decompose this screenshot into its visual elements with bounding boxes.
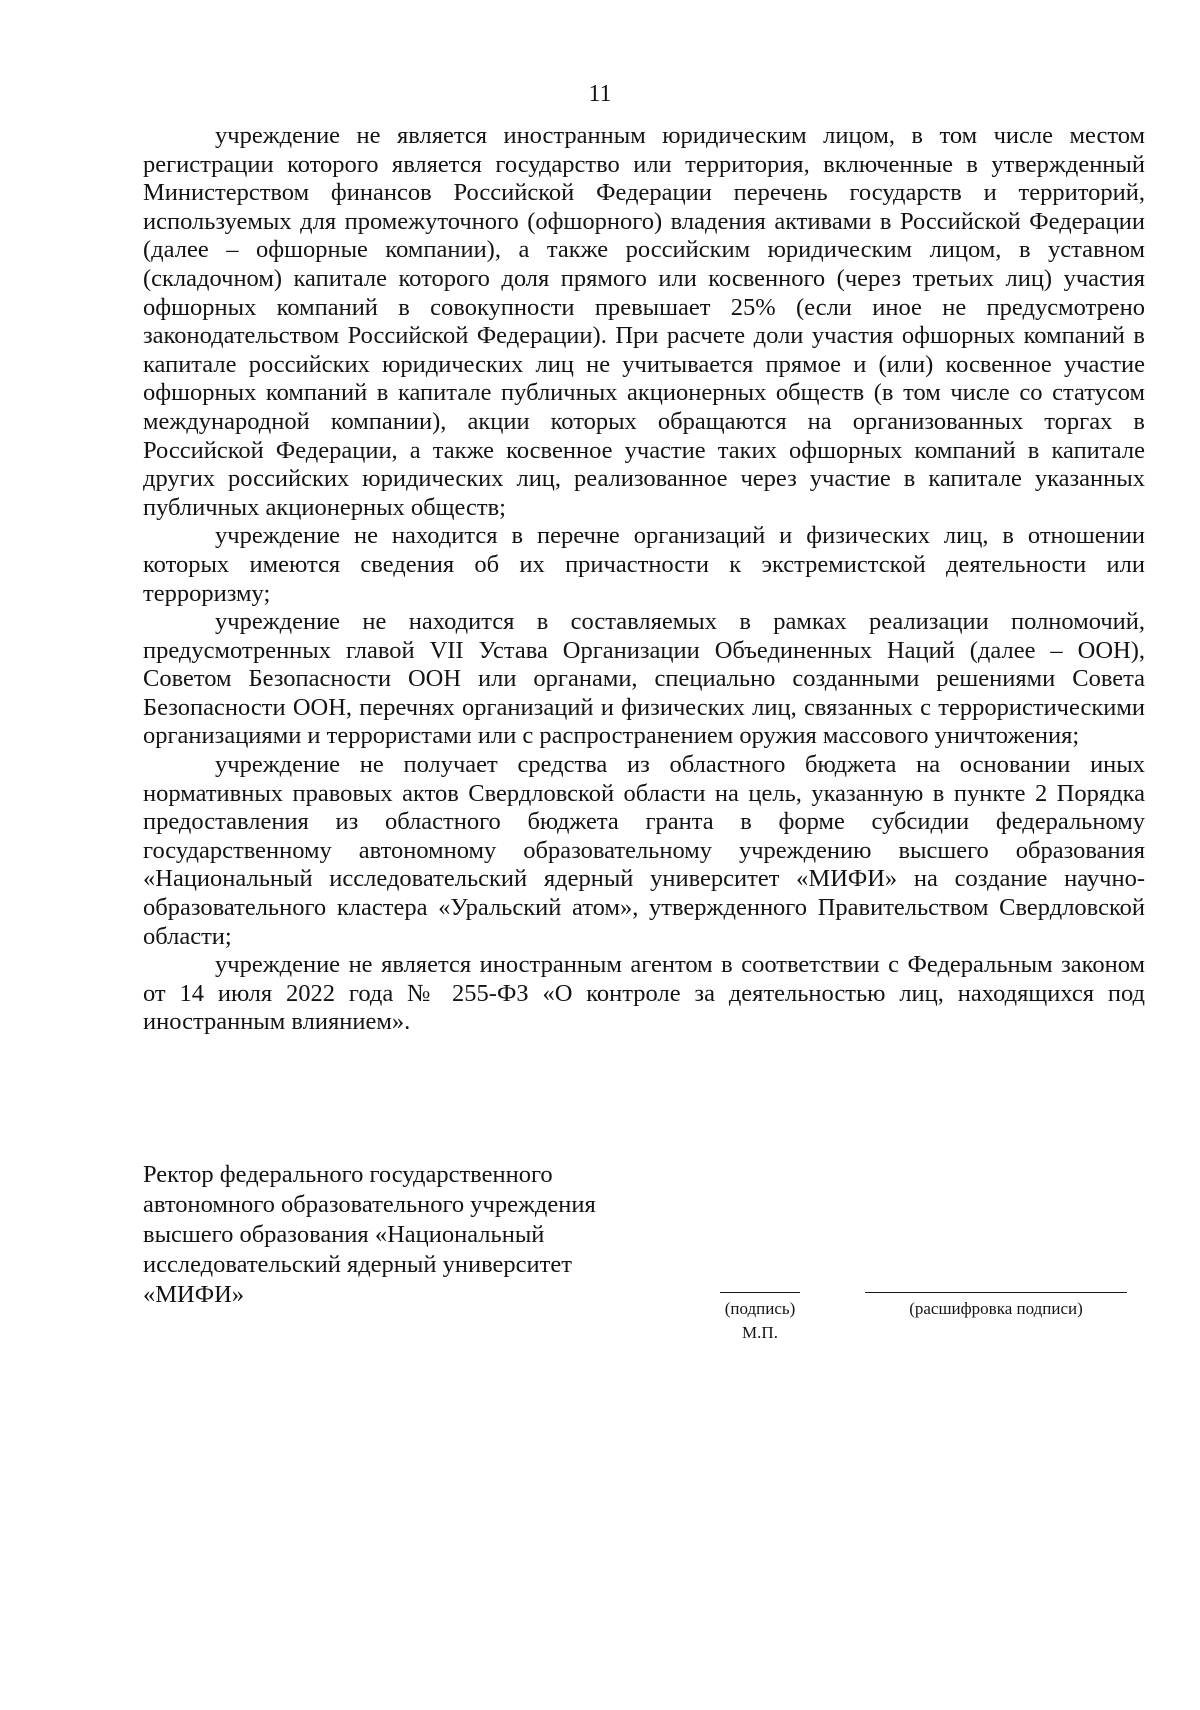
signature-caption: (подпись): [724, 1299, 796, 1318]
stamp-place-label: М.П.: [742, 1323, 778, 1342]
paragraph-budget-funds: учреждение не получает средства из областного бюджета на основании иных нормативных правовых актов Свердловской области на цель, указанную в пункте 2 Порядка предоставления из областного бюджета гранта в форме субсидии федеральному государственному автономному образовательному учреждению высшего образования «Национальный исследовательский ядерный университет «МИФИ» на создание научно-образовательного кластера «Уральский атом», утвержденного Правительством Свердловской области;: [143, 751, 1145, 950]
signature-decode-field: [862, 1292, 1130, 1319]
signatory-title-line: исследовательский ядерный университет: [143, 1251, 572, 1278]
paragraph-offshore-status: учреждение не является иностранным юридическим лицом, в том числе местом регистрации которого является государство или территория, включенные в утвержденный Министерством финансов Российской Федерации перечень государств и территорий, используемых для промежуточного (офшорного) владения активами в Российской Федерации (далее – офшорные компании), а также российским юридическим лицом, в уставном (складочном) капитале которого доля прямого или косвенного (через третьих лиц) участия офшорных компаний в совокупности превышает 25% (если иное не предусмотрено законодательством Российской Федерации). При расчете доли участия офшорных компаний в капитале российских юридических лиц не учитывается прямое и (или) косвенное участие офшорных компаний в капитале публичных акционерных обществ (в том числе со статусом международной компании), акции которых обращаются на организованных торгах в Российской Федерации, а также косвенное участие таких офшорных компаний в капитале других российских юридических лиц, реализованное через участие в капитале указанных публичных акционерных обществ;: [143, 122, 1145, 521]
signatory-title-line: автономного образовательного учреждения: [143, 1191, 596, 1218]
page-number: 11: [588, 81, 612, 107]
document-body: [143, 122, 1145, 1037]
signatory-title-line: Ректор федерального государственного: [143, 1161, 553, 1188]
signatory-title: [143, 1160, 663, 1310]
signatory-title-line: «МИФИ»: [143, 1281, 245, 1308]
signature-decode-caption: (расшифровка подписи): [909, 1299, 1083, 1318]
signature-field: [700, 1292, 820, 1343]
paragraph-extremism-list: учреждение не находится в перечне организаций и физических лиц, в отношении которых имеются сведения об их причастности к экстремистской деятельности или терроризму;: [143, 522, 1145, 607]
signature-line: [720, 1292, 800, 1293]
paragraph-foreign-agent: учреждение не является иностранным агентом в соответствии с Федеральным законом от 14 июля 2022 года № 255-ФЗ «О контроле за деятельностью лиц, находящихся под иностранным влиянием».: [143, 951, 1145, 1036]
signatory-title-line: высшего образования «Национальный: [143, 1221, 545, 1248]
signature-decode-line: [865, 1292, 1127, 1293]
paragraph-un-sanctions-list: учреждение не находится в составляемых в рамках реализации полномочий, предусмотренных главой VII Устава Организации Объединенных Наций (далее – ООН), Советом Безопасности ООН или органами, специально созданными решениями Совета Безопасности ООН, перечнях организаций и физических лиц, связанных с террористическими организациями и террористами или с распространением оружия массового уничтожения;: [143, 608, 1145, 750]
